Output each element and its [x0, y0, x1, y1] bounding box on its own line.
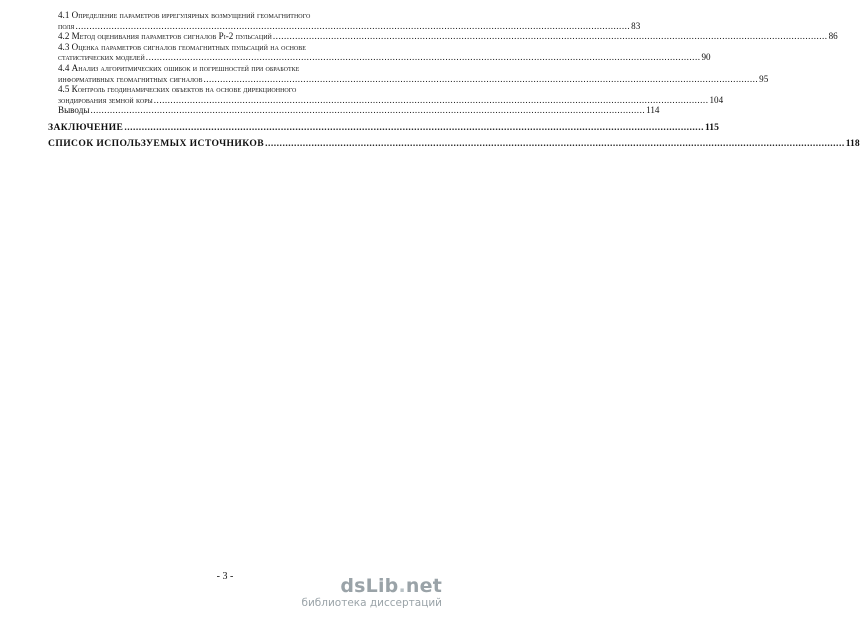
toc-entry-conclusion[interactable]: [48, 121, 719, 134]
toc-entry-title-cont: зондирования земной коры: [58, 94, 153, 105]
toc-page-number: 115: [705, 121, 719, 133]
toc-entry-4-5[interactable]: [58, 84, 724, 105]
toc-entry-title-cont: информативных геомагнитных сигналов: [58, 73, 203, 84]
toc-page-number: 83: [631, 20, 641, 31]
toc-page-number: 90: [701, 52, 711, 63]
watermark: [292, 576, 442, 610]
toc-entry-title: ЗАКЛЮЧЕНИЕ: [48, 121, 124, 133]
dot-leader: ........................................................................................................................................................................................................: [124, 121, 704, 133]
toc-page-number: 118: [845, 137, 860, 149]
dot-leader: ........................................................................................................................................................................................................: [90, 105, 646, 116]
toc-entry-title: Выводы: [58, 105, 90, 116]
toc-entry-title: 4.3 Оценка параметров сигналов геомагнитных пульсаций на основе: [58, 41, 306, 52]
toc-page-number: 114: [646, 105, 660, 116]
toc-entry-references[interactable]: [48, 137, 860, 150]
dot-leader: ........................................................................................................................................................................................................: [75, 20, 631, 31]
toc-entry-title-cont: поля: [58, 20, 75, 31]
dot-leader: ........................................................................................................................................................................................................: [265, 137, 845, 149]
logo-main: dsLib: [340, 575, 399, 597]
toc-entry-title: 4.5 Контроль геодинамических объектов на основе дирекционного: [58, 84, 297, 95]
toc-entry-title-cont: статистических моделей: [58, 52, 145, 63]
dot-leader: ........................................................................................................................................................................................................: [153, 94, 709, 105]
table-of-contents: [48, 10, 860, 150]
watermark-subtitle: библиотека диссертаций: [301, 597, 442, 609]
toc-entry-title: 4.4 Анализ алгоритмических ошибок и погрешностей при обработке: [58, 62, 300, 73]
logo-dot: .: [398, 575, 406, 597]
toc-entry-title: 4.1 Определение параметров иррегулярных возмущений геомагнитного: [58, 10, 311, 20]
dot-leader: ........................................................................................................................................................................................................: [203, 73, 759, 84]
toc-entry-4-4[interactable]: [58, 62, 769, 84]
page-number: - 3 -: [216, 571, 234, 582]
logo-tld: net: [405, 575, 442, 597]
toc-entry-title: 4.2 Метод оценивания параметров сигналов Pi-2 пульсаций: [58, 31, 272, 42]
dot-leader: ........................................................................................................................................................................................................: [145, 52, 701, 63]
toc-entry-4-3[interactable]: [58, 41, 711, 63]
toc-page-number: 104: [709, 94, 724, 105]
toc-entry-4-2[interactable]: [58, 31, 838, 42]
toc-page-number: 95: [759, 73, 769, 84]
toc-page-number: 86: [828, 31, 838, 42]
toc-entry-4-1[interactable]: [58, 10, 641, 31]
toc-entry-conclusions[interactable]: [58, 105, 660, 116]
dslib-logo: [292, 576, 442, 596]
dot-leader: ........................................................................................................................................................................................................: [272, 31, 828, 42]
toc-entry-title: СПИСОК ИСПОЛЬЗУЕМЫХ ИСТОЧНИКОВ: [48, 137, 265, 149]
